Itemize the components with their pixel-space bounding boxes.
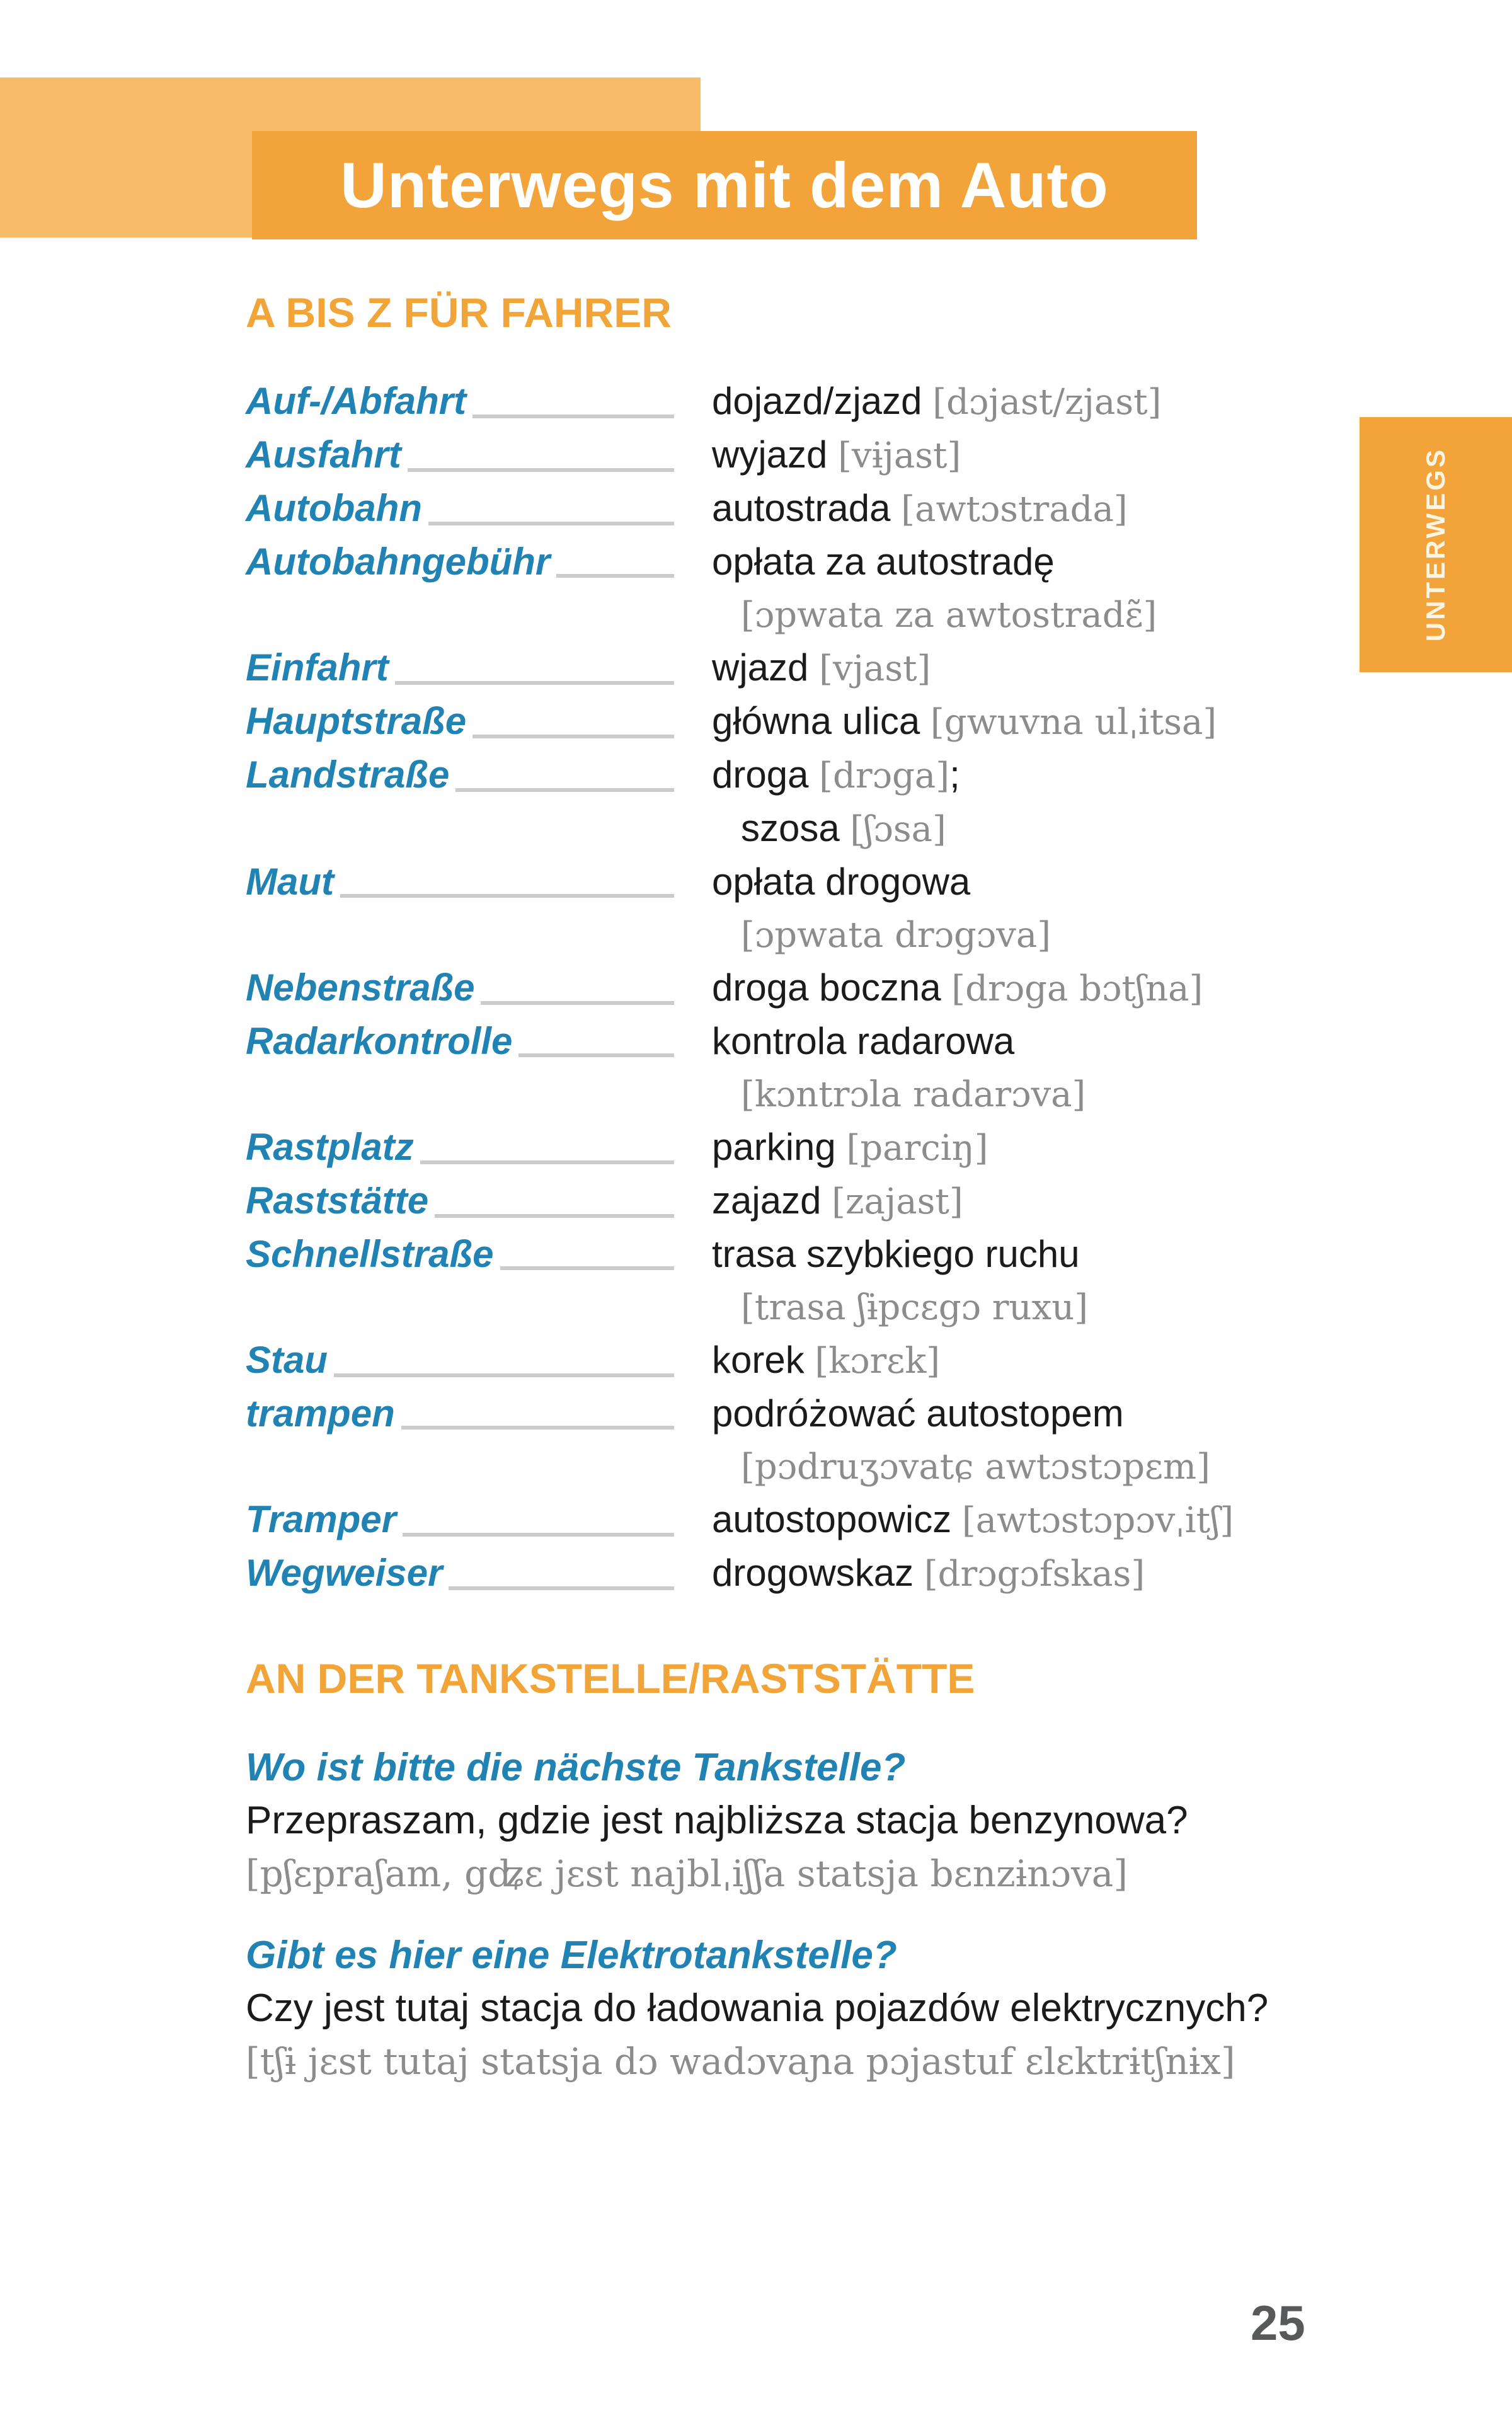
- polish-translation: dojazd/zjazd: [712, 379, 922, 422]
- leader-line: [340, 894, 674, 898]
- polish-translation: droga boczna: [712, 966, 941, 1009]
- phonetic-transcription: [drɔgɔfskas]: [924, 1553, 1145, 1595]
- polish-cell: [712, 802, 1317, 856]
- polish-cell: [712, 1121, 1317, 1174]
- phonetic-transcription: [pɔdruʒɔvatɕ awtɔstɔpɛm]: [741, 1446, 1211, 1487]
- phonetic-transcription: [ʃɔsa]: [850, 808, 946, 850]
- polish-cell: [712, 588, 1317, 641]
- polish-translation: zajazd: [712, 1179, 822, 1222]
- polish-translation: wyjazd: [712, 433, 828, 476]
- chapter-thumb-tab: [1360, 417, 1512, 672]
- phonetic-transcription: [vɨjast]: [838, 435, 961, 476]
- german-cell: [246, 641, 712, 695]
- polish-cell: [712, 1440, 1317, 1493]
- phonetic-transcription: [drɔga bɔtʃna]: [951, 968, 1203, 1009]
- vocab-row: [246, 695, 1317, 748]
- leader-line: [472, 415, 674, 418]
- german-cell: [246, 1280, 712, 1334]
- vocab-row: [246, 536, 1317, 588]
- polish-translation: kontrola radarowa: [712, 1019, 1015, 1062]
- chapter-thumb-tab-label: UNTERWEGS: [1421, 447, 1450, 642]
- phonetic-transcription: [vjast]: [819, 648, 931, 689]
- german-cell: [246, 856, 712, 908]
- leader-line: [472, 735, 674, 738]
- leader-line: [556, 574, 674, 578]
- vocab-row: [246, 375, 1317, 428]
- vocab-row: [246, 908, 1317, 961]
- leader-line: [518, 1053, 674, 1057]
- polish-cell: [712, 536, 1317, 588]
- vocab-row: [246, 428, 1317, 482]
- german-term: Wegweiser: [246, 1551, 443, 1594]
- phonetic-transcription: [trasa ʃɨpcɛgɔ ruxu]: [741, 1286, 1089, 1328]
- polish-cell: [712, 961, 1317, 1015]
- polish-translation: podróżować autostopem: [712, 1392, 1124, 1435]
- vocab-row: [246, 1334, 1317, 1387]
- polish-cell: [712, 748, 1317, 802]
- vocab-row: [246, 1547, 1317, 1600]
- german-cell: [246, 1334, 712, 1387]
- german-cell: [246, 375, 712, 428]
- polish-translation: opłata drogowa: [712, 860, 971, 903]
- phonetic-transcription: [drɔga]: [819, 755, 950, 796]
- vocab-row: [246, 482, 1317, 536]
- german-cell: [246, 536, 712, 588]
- german-term: trampen: [246, 1392, 395, 1435]
- phonetic-transcription: [ɔpwata za awtostradɛ̃]: [741, 594, 1157, 636]
- german-cell: [246, 1493, 712, 1547]
- leader-line: [408, 468, 674, 472]
- vocab-list: [246, 375, 1317, 1600]
- german-term: Schnellstraße: [246, 1232, 494, 1275]
- vocab-row: [246, 748, 1317, 802]
- answer-polish: Czy jest tutaj stacja do ładowania pojazdów elektrycznych?: [246, 1986, 1269, 2031]
- phonetic-transcription: [awtɔstrada]: [901, 488, 1128, 530]
- phonetic-transcription: [kɔntrɔla radarɔva]: [741, 1074, 1086, 1115]
- german-term: Tramper: [246, 1498, 397, 1540]
- section-heading-a-bis-z: A BIS Z FÜR FAHRER: [246, 289, 672, 336]
- phonetic-transcription: [ɔpwata drɔgɔva]: [741, 914, 1051, 956]
- polish-translation: trasa szybkiego ruchu: [712, 1232, 1080, 1275]
- phonetic-transcription: [kɔrɛk]: [815, 1340, 941, 1382]
- polish-cell: [712, 1493, 1317, 1547]
- german-cell: [246, 695, 712, 748]
- leader-line: [455, 788, 674, 792]
- german-term: Radarkontrolle: [246, 1019, 513, 1062]
- german-cell: [246, 1174, 712, 1228]
- polish-translation: wjazd: [712, 646, 809, 689]
- answer-phonetic: [pʃɛpraʃam, gʥɛ jɛst najblˌiʃʃa statsja bɛnzɨnɔva]: [246, 1852, 1128, 1896]
- question-german: Gibt es hier eine Elektrotankstelle?: [246, 1934, 897, 1978]
- chapter-title: Unterwegs mit dem Auto: [340, 149, 1109, 221]
- german-cell: [246, 961, 712, 1015]
- german-cell: [246, 1067, 712, 1121]
- leader-line: [481, 1001, 674, 1005]
- leader-line: [395, 681, 674, 685]
- vocab-row: [246, 802, 1317, 856]
- vocab-row: [246, 1387, 1317, 1440]
- polish-translation: główna ulica: [712, 699, 920, 742]
- section-heading-tankstelle: AN DER TANKSTELLE/RASTSTÄTTE: [246, 1654, 975, 1702]
- polish-translation: opłata za autostradę: [712, 540, 1055, 583]
- german-term: Autobahn: [246, 486, 422, 529]
- german-term: Maut: [246, 860, 334, 903]
- polish-cell: [712, 1334, 1317, 1387]
- leader-line: [449, 1586, 674, 1590]
- polish-cell: [712, 428, 1317, 482]
- answer-phonetic: [tʃɨ jɛst tutaj statsja dɔ wadɔvaɲa pɔjastuf ɛlɛktrɨtʃnɨx]: [246, 2040, 1235, 2083]
- polish-cell: [712, 1067, 1317, 1121]
- polish-cell: [712, 1015, 1317, 1067]
- polish-cell: [712, 695, 1317, 748]
- german-cell: [246, 482, 712, 536]
- german-cell: [246, 1440, 712, 1493]
- german-cell: [246, 428, 712, 482]
- page-number: 25: [1251, 2295, 1305, 2351]
- german-term: Einfahrt: [246, 646, 389, 689]
- german-cell: [246, 1015, 712, 1067]
- polish-cell: [712, 641, 1317, 695]
- answer-polish: Przepraszam, gdzie jest najbliższa stacja benzynowa?: [246, 1799, 1188, 1843]
- german-term: Landstraße: [246, 753, 450, 796]
- vocab-row: [246, 856, 1317, 908]
- german-cell: [246, 908, 712, 961]
- german-term: Autobahngebühr: [246, 540, 551, 583]
- vocab-row: [246, 961, 1317, 1015]
- leader-line: [401, 1426, 674, 1430]
- leader-line: [435, 1214, 674, 1218]
- polish-translation: korek: [712, 1338, 805, 1381]
- german-term: Rastplatz: [246, 1125, 414, 1168]
- polish-cell: [712, 1387, 1317, 1440]
- polish-cell: [712, 1280, 1317, 1334]
- polish-cell: [712, 856, 1317, 908]
- polish-cell: [712, 482, 1317, 536]
- page-content: [246, 290, 1317, 2088]
- vocab-row: [246, 1228, 1317, 1280]
- polish-translation: droga: [712, 753, 809, 796]
- leader-line: [334, 1373, 674, 1377]
- german-term: Auf-/Abfahrt: [246, 379, 466, 422]
- german-cell: [246, 1121, 712, 1174]
- polish-cell: [712, 1174, 1317, 1228]
- chapter-title-bar: [252, 131, 1197, 239]
- leader-line: [428, 522, 674, 525]
- vocab-row: [246, 1015, 1317, 1067]
- vocab-row: [246, 1280, 1317, 1334]
- phonetic-transcription: [dɔjast/zjast]: [932, 381, 1162, 423]
- polish-translation: parking: [712, 1125, 836, 1168]
- polish-translation: autostopowicz: [712, 1498, 952, 1540]
- polish-translation: szosa: [741, 806, 840, 849]
- vocab-row: [246, 641, 1317, 695]
- polish-cell: [712, 908, 1317, 961]
- qa-block: [246, 1929, 1317, 2088]
- phonetic-transcription: [gwuvna ulˌitsa]: [930, 701, 1217, 743]
- phonetic-transcription: [awtɔstɔpɔvˌitʃ]: [961, 1499, 1234, 1541]
- german-term: Nebenstraße: [246, 966, 475, 1009]
- german-cell: [246, 1387, 712, 1440]
- german-cell: [246, 1547, 712, 1600]
- vocab-row: [246, 1067, 1317, 1121]
- german-term: Ausfahrt: [246, 433, 401, 476]
- german-cell: [246, 588, 712, 641]
- polish-translation: autostrada: [712, 486, 891, 529]
- polish-cell: [712, 1547, 1317, 1600]
- leader-line: [420, 1160, 674, 1164]
- german-term: Stau: [246, 1338, 328, 1381]
- german-term: Hauptstraße: [246, 699, 467, 742]
- polish-cell: [712, 375, 1317, 428]
- phonetic-transcription: [zajast]: [832, 1181, 963, 1222]
- leader-line: [403, 1533, 674, 1537]
- german-cell: [246, 748, 712, 802]
- phonetic-transcription: [parciŋ]: [846, 1127, 988, 1169]
- german-cell: [246, 802, 712, 856]
- question-german: Wo ist bitte die nächste Tankstelle?: [246, 1746, 906, 1790]
- vocab-row: [246, 1440, 1317, 1493]
- vocab-row: [246, 1121, 1317, 1174]
- leader-line: [500, 1266, 675, 1270]
- vocab-row: [246, 1174, 1317, 1228]
- german-cell: [246, 1228, 712, 1280]
- vocab-row: [246, 1493, 1317, 1547]
- german-term: Raststätte: [246, 1179, 429, 1222]
- punctuation: ;: [949, 753, 960, 796]
- polish-translation: drogowskaz: [712, 1551, 914, 1594]
- qa-list: [246, 1741, 1317, 2088]
- qa-block: [246, 1741, 1317, 1900]
- vocab-row: [246, 588, 1317, 641]
- polish-cell: [712, 1228, 1317, 1280]
